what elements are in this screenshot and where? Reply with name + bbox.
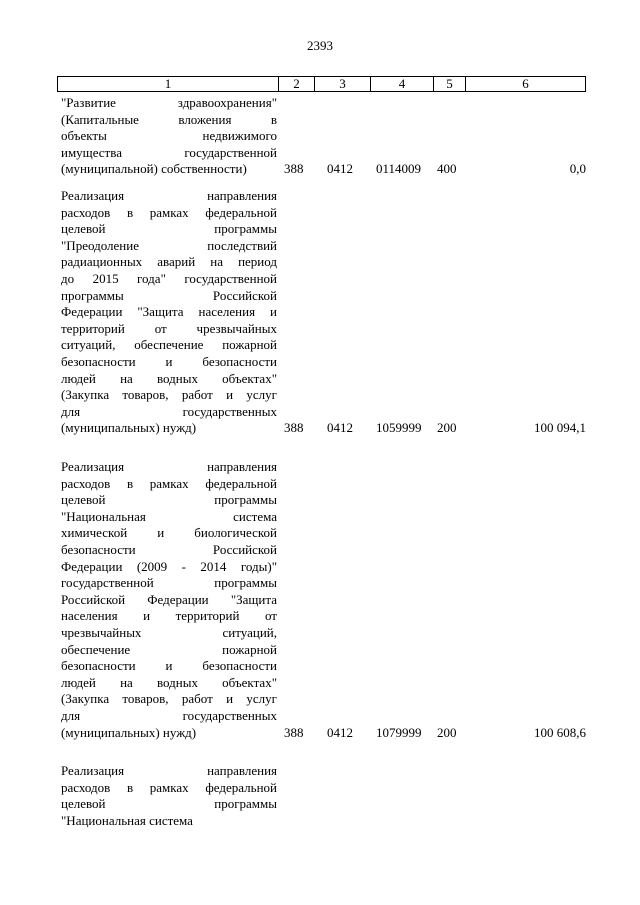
description-line: до 2015 года" государственной bbox=[61, 270, 277, 286]
description-line: чрезвычайных ситуаций, bbox=[61, 624, 277, 640]
description-line: Реализация направления bbox=[61, 459, 277, 474]
description-line: "Развитие здравоохранения" bbox=[61, 95, 277, 110]
col-header-1: 1 bbox=[164, 76, 172, 91]
description-line: Федерации "Защита населения и bbox=[61, 304, 277, 320]
amount: 0,0 bbox=[569, 161, 586, 177]
description-line: "Преодоление последствий bbox=[61, 237, 277, 253]
description-line: расходов в рамках федеральной bbox=[61, 204, 277, 220]
description-line: Федерации (2009 - 2014 годы)" bbox=[61, 558, 277, 574]
description-line: безопасности и безопасности bbox=[61, 353, 277, 369]
description-line: населения и территорий от bbox=[61, 608, 277, 624]
description-line: расходов в рамках федеральной bbox=[61, 779, 277, 795]
code-gr: 388 bbox=[284, 161, 304, 177]
description-line: людей на водных объектах" bbox=[61, 674, 277, 690]
description-line: (Капитальные вложения в bbox=[61, 111, 277, 127]
description-line: людей на водных объектах" bbox=[61, 370, 277, 386]
code-vr: 200 bbox=[437, 724, 457, 740]
table-row bbox=[57, 459, 586, 741]
description-line: Реализация направления bbox=[61, 188, 277, 203]
description-line: расходов в рамках федеральной bbox=[61, 475, 277, 491]
description-line: программы Российской bbox=[61, 287, 277, 303]
table-row bbox=[57, 95, 586, 178]
description-line: обеспечение пожарной bbox=[61, 641, 277, 657]
amount: 100 608,6 bbox=[534, 724, 586, 740]
amount: 100 094,1 bbox=[534, 420, 586, 436]
code-vr: 400 bbox=[437, 161, 457, 177]
code-gr: 388 bbox=[284, 724, 304, 740]
description-line: ситуаций, обеспечение пожарной bbox=[61, 337, 277, 353]
table-row bbox=[57, 763, 586, 829]
table-row bbox=[57, 188, 586, 437]
description-line: объекты недвижимого bbox=[61, 128, 277, 144]
code-cs: 0114009 bbox=[376, 161, 422, 177]
code-cs: 1079999 bbox=[376, 724, 422, 740]
code-gr: 388 bbox=[284, 420, 304, 436]
col-header-5: 5 bbox=[446, 76, 453, 91]
description-line: "Национальная система bbox=[61, 812, 193, 828]
row-description bbox=[61, 188, 277, 437]
col-header-6: 6 bbox=[522, 76, 529, 91]
description-line: "Национальная система bbox=[61, 508, 277, 524]
code-rz: 0412 bbox=[327, 420, 353, 436]
description-line: (муниципальной) собственности) bbox=[61, 161, 247, 177]
description-line: безопасности и безопасности bbox=[61, 658, 277, 674]
description-line: (муниципальных) нужд) bbox=[61, 724, 197, 740]
row-description bbox=[61, 459, 277, 741]
description-line: для государственных bbox=[61, 707, 277, 723]
page-number: 2393 bbox=[307, 38, 333, 53]
code-vr: 200 bbox=[437, 420, 457, 436]
col-header-2: 2 bbox=[293, 76, 300, 91]
code-rz: 0412 bbox=[327, 724, 353, 740]
col-header-3: 3 bbox=[339, 76, 346, 91]
description-line: (Закупка товаров, работ и услуг bbox=[61, 691, 277, 707]
description-line: территорий от чрезвычайных bbox=[61, 320, 277, 336]
description-line: имущества государственной bbox=[61, 144, 277, 160]
code-rz: 0412 bbox=[327, 161, 353, 177]
row-description bbox=[61, 763, 277, 829]
description-line: Реализация направления bbox=[61, 763, 277, 778]
description-line: химической и биологической bbox=[61, 525, 277, 541]
description-line: (Закупка товаров, работ и услуг bbox=[61, 387, 277, 403]
table-header bbox=[57, 76, 586, 92]
description-line: Российской Федерации "Защита bbox=[61, 591, 277, 607]
code-cs: 1059999 bbox=[376, 420, 422, 436]
col-header-4: 4 bbox=[398, 76, 406, 91]
description-line: целевой программы bbox=[61, 492, 277, 508]
row-description bbox=[61, 95, 277, 178]
description-line: безопасности Российской bbox=[61, 541, 277, 557]
description-line: государственной программы bbox=[61, 575, 277, 591]
description-line: целевой программы bbox=[61, 221, 277, 237]
description-line: (муниципальных) нужд) bbox=[61, 420, 197, 436]
description-line: для государственных bbox=[61, 403, 277, 419]
description-line: целевой программы bbox=[61, 796, 277, 812]
description-line: радиационных аварий на период bbox=[61, 254, 277, 270]
